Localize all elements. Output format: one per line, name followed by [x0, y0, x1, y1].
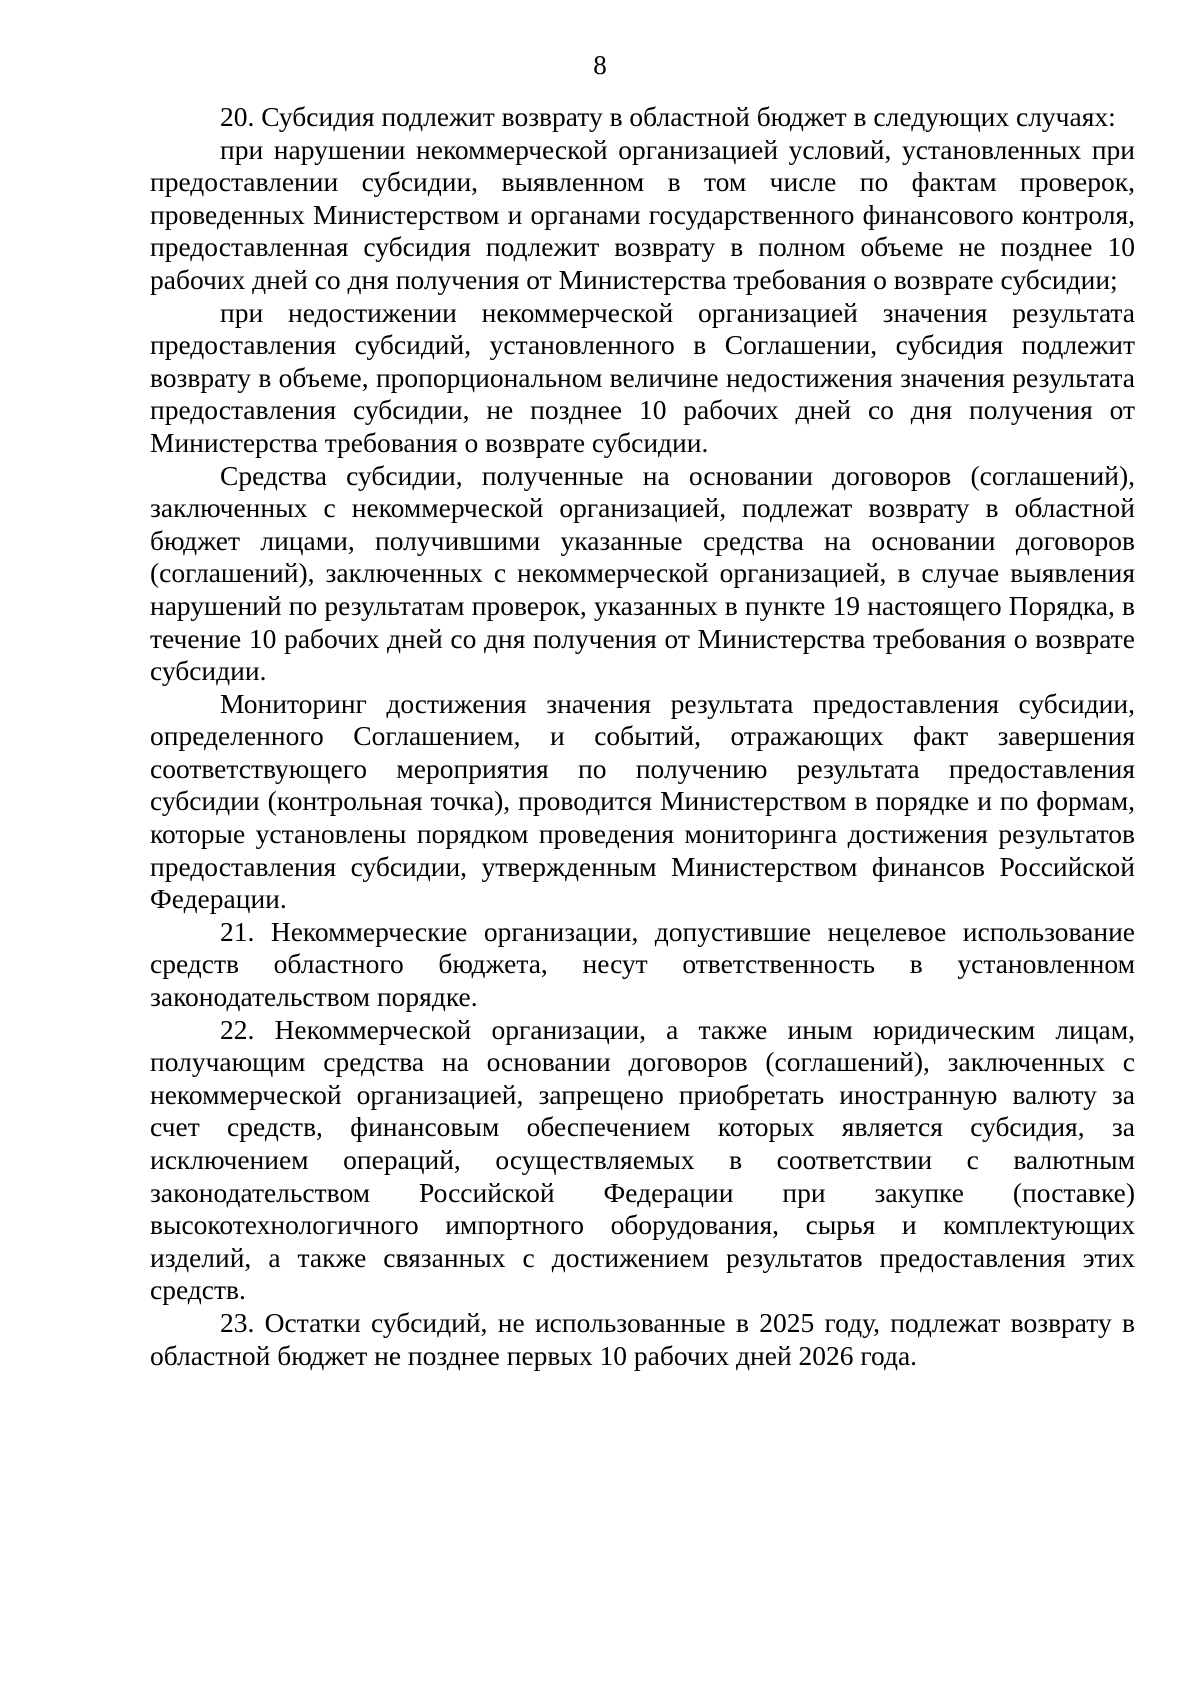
paragraph-contract-funds-return: Средства субсидии, полученные на основании договоров (соглашений), заключенных с некоммерческой организацией, подлежат возврату в областной бюджет лицами, получившими указанные средства на основании договоров (соглашений), заключенных с некоммерческой организацией, в случае выявления нарушений по результатам проверок, указанных в пункте 19 настоящего Порядка, в течение 10 рабочих дней со дня получения от Министерства требования о возврате субсидии.	[150, 459, 1135, 687]
paragraph-22-currency-ban: 22. Некоммерческой организации, а также иным юридическим лицам, получающим средства на основании договоров (соглашений), заключенных с некоммерческой организацией, запрещено приобретать иностранную валюту за счет средств, финансовым обеспечением которых является субсидия, за исключением операций, осуществляемых в соответствии с валютным законодательством Российской Федерации при закупке (поставке) высокотехнологичного импортного оборудования, сырья и комплектующих изделий, а также связанных с достижением результатов предоставления этих средств.	[150, 1013, 1135, 1306]
paragraph-condition-violation: при нарушении некоммерческой организацией условий, установленных при предоставлении субсидии, выявленном в том числе по фактам проверок, проведенных Министерством и органами государственного финансового контроля, предоставленная субсидия подлежит возврату в полном объеме не позднее 10 рабочих дней со дня получения от Министерства требования о возврате субсидии;	[150, 133, 1135, 295]
paragraph-23-remainders: 23. Остатки субсидий, не использованные в 2025 году, подлежат возврату в областной бюджет не позднее первых 10 рабочих дней 2026 года.	[150, 1306, 1135, 1371]
paragraph-condition-underachievement: при недостижении некоммерческой организацией значения результата предоставления субсидий, установленного в Соглашении, субсидия подлежит возврату в объеме, пропорциональном величине недостижения значения результата предоставления субсидии, не позднее 10 рабочих дней со дня получения от Министерства требования о возврате субсидии.	[150, 296, 1135, 458]
paragraph-monitoring: Мониторинг достижения значения результата предоставления субсидии, определенного Соглашением, и событий, отражающих факт завершения соответствующего мероприятия по получению результата предоставления субсидии (контрольная точка), проводится Министерством в порядке и по формам, которые установлены порядком проведения мониторинга достижения результатов предоставления субсидии, утвержденным Министерством финансов Российской Федерации.	[150, 687, 1135, 915]
page-number: 8	[593, 50, 607, 80]
paragraph-21-liability: 21. Некоммерческие организации, допустившие нецелевое использование средств областного бюджета, несут ответственность в установленном законодательством порядке.	[150, 915, 1135, 1013]
document-body	[150, 101, 1135, 1372]
paragraph-20-intro: 20. Субсидия подлежит возврату в областной бюджет в следующих случаях:	[220, 101, 1116, 132]
